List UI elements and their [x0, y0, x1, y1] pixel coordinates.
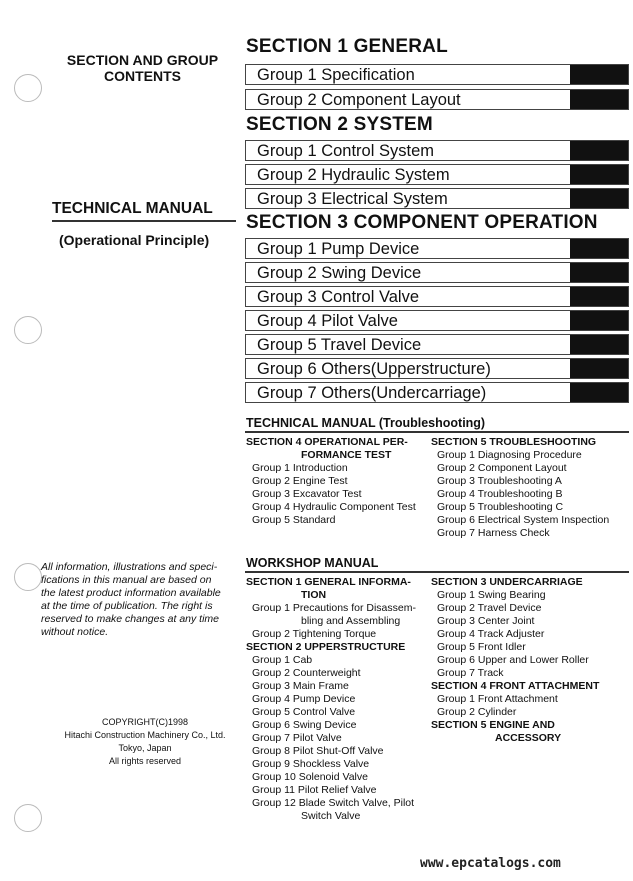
binder-hole [14, 74, 42, 102]
tab-s3-group-3[interactable] [245, 286, 629, 307]
tab-label: Group 1 Control System [257, 142, 434, 160]
tab-s1-group-2[interactable] [245, 89, 629, 110]
copyright-block: COPYRIGHT(C)1998 Hitachi Construction Machinery Co., Ltd. Tokyo, Japan All rights reserved [64, 717, 226, 766]
binder-hole [14, 563, 42, 591]
index-tab-mark [570, 65, 628, 84]
index-tab-mark [570, 263, 628, 282]
tab-s3-group-2[interactable] [245, 262, 629, 283]
index-tab-mark [570, 335, 628, 354]
manual-title-rule [52, 220, 236, 222]
section-3-heading: SECTION 3 COMPONENT OPERATION [246, 212, 598, 233]
index-tab-mark [570, 383, 628, 402]
tab-label: Group 5 Travel Device [257, 336, 422, 354]
workshop-title: WORKSHOP MANUAL [246, 556, 379, 570]
index-tab-mark [570, 90, 628, 109]
tab-label: Group 3 Electrical System [257, 190, 448, 208]
tab-s2-group-3[interactable] [245, 188, 629, 209]
index-tab-mark [570, 287, 628, 306]
index-tab-mark [570, 311, 628, 330]
tab-label: Group 3 Control Valve [257, 288, 420, 306]
troubleshooting-rule [245, 431, 629, 433]
tab-s3-group-7[interactable] [245, 382, 629, 403]
manual-title: TECHNICAL MANUAL [52, 200, 213, 217]
tab-label: Group 1 Pump Device [257, 240, 420, 258]
watermark: www.epcatalogs.com [420, 856, 561, 871]
section-1-heading: SECTION 1 GENERAL [246, 36, 448, 57]
section-2-heading: SECTION 2 SYSTEM [246, 114, 433, 135]
index-tab-mark [570, 239, 628, 258]
ts-section-4-column: SECTION 4 OPERATIONAL PER- FORMANCE TEST Group 1 Introduction Group 2 Engine Test Group 3 Excavator Test Group 4 Hydraulic Component Test Group 5 Standard [246, 436, 416, 526]
section-group-contents-heading: SECTION AND GROUP CONTENTS [66, 52, 219, 84]
tab-label: Group 2 Component Layout [257, 91, 461, 109]
tab-label: Group 6 Others(Upperstructure) [257, 360, 491, 378]
binder-hole [14, 316, 42, 344]
tab-s3-group-4[interactable] [245, 310, 629, 331]
index-tab-mark [570, 189, 628, 208]
ts-section-5-column: SECTION 5 TROUBLESHOOTING Group 1 Diagnosing Procedure Group 2 Component Layout Group 3 Troubleshooting A Group 4 Troubleshooting B Group 5 Troubleshooting C Group 6 Electrical System Inspection Group 7 Harness Check [431, 436, 610, 539]
tab-label: Group 1 Specification [257, 66, 415, 84]
binder-hole [14, 804, 42, 832]
ws-left-column: SECTION 1 GENERAL INFORMA- TION Group 1 Precautions for Disassem- bling and Assembling Group 2 Tightening Torque SECTION 2 UPPERSTRUCTURE Group 1 Cab Group 2 Counterweight Group 3 Main Frame Group 4 Pump Device Group 5 Control Valve Group 6 Swing Device Group 7 Pilot Valve Group 8 Pilot Shut-Off Valve Group 9 Shockless Valve Group 10 Solenoid Valve Group 11 Pilot Relief Valve Group 12 Blade Switch Valve, Pilot Switch Valve [246, 576, 416, 822]
tab-label: Group 4 Pilot Valve [257, 312, 398, 330]
tab-s3-group-6[interactable] [245, 358, 629, 379]
manual-subtitle: (Operational Principle) [59, 232, 210, 248]
disclaimer-notice: All information, illustrations and speci- fications in this manual are based on the latest product information available at the time of publication. The right is reserved to make changes at any time without notice. [41, 561, 221, 638]
index-tab-mark [570, 141, 628, 160]
tab-label: Group 2 Swing Device [257, 264, 422, 282]
tab-label: Group 7 Others(Undercarriage) [257, 384, 487, 402]
tab-s1-group-1[interactable] [245, 64, 629, 85]
workshop-rule [245, 571, 629, 573]
tab-s3-group-1[interactable] [245, 238, 629, 259]
tab-label: Group 2 Hydraulic System [257, 166, 450, 184]
tab-s2-group-1[interactable] [245, 140, 629, 161]
index-tab-mark [570, 359, 628, 378]
ws-right-column: SECTION 3 UNDERCARRIAGE Group 1 Swing Bearing Group 2 Travel Device Group 3 Center Joint Group 4 Track Adjuster Group 5 Front Idler Group 6 Upper and Lower Roller Group 7 Track SECTION 4 FRONT ATTACHMENT Group 1 Front Attachment Group 2 Cylinder SECTION 5 ENGINE AND ACCESSORY [431, 576, 600, 744]
tab-s2-group-2[interactable] [245, 164, 629, 185]
index-tab-mark [570, 165, 628, 184]
troubleshooting-title: TECHNICAL MANUAL (Troubleshooting) [246, 416, 486, 430]
tab-s3-group-5[interactable] [245, 334, 629, 355]
